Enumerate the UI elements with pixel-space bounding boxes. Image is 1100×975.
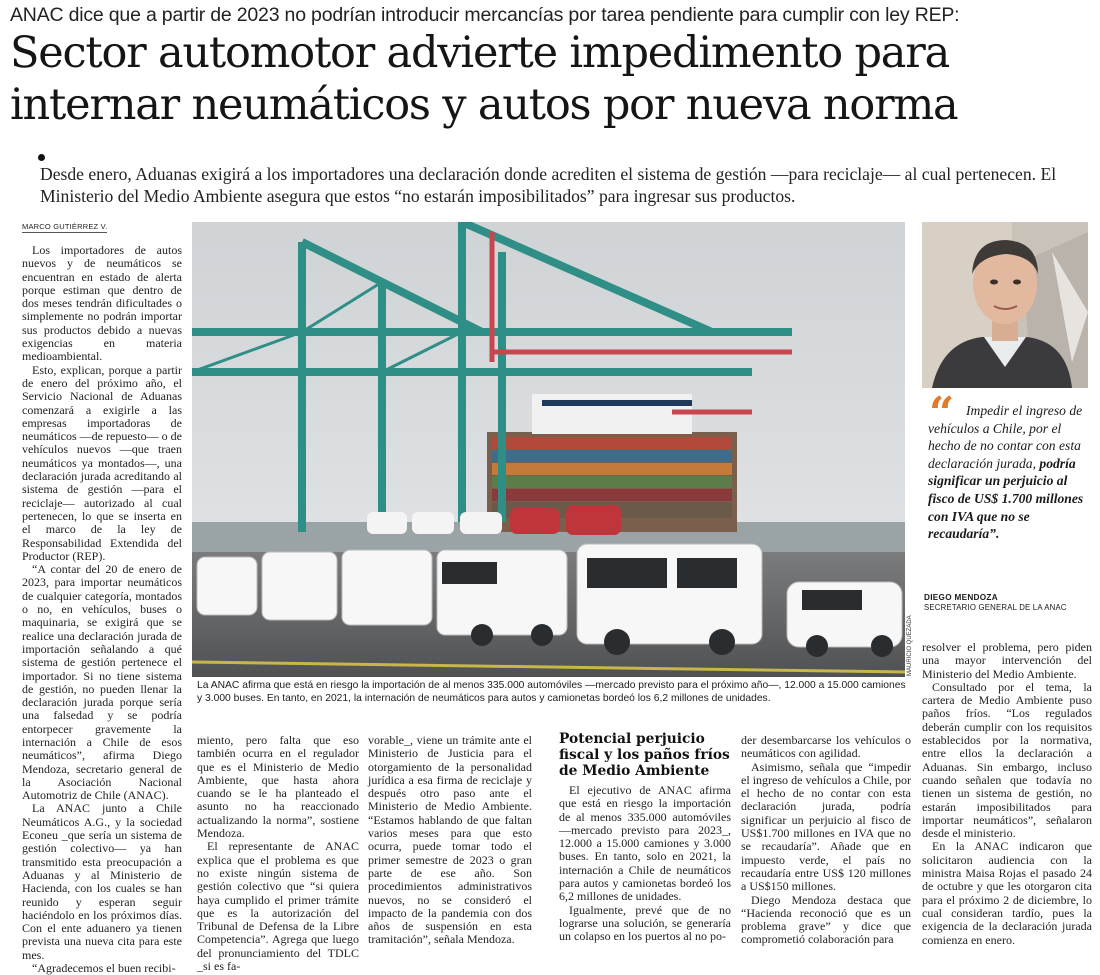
article-column-5 xyxy=(741,734,911,947)
article-column-4 xyxy=(559,784,731,944)
pull-quote xyxy=(928,402,1092,543)
photo-credit-text: MAURICIO QUEZADA xyxy=(907,615,913,676)
paragraph: “A contar del 20 de enero de 2023, para importar neumáticos de cualquier categoría, montados o no, en vehículos, buses o maquinaria, se exigirá que se realice una declaración jurada de importación señalando a qué sistema de gestión pertenece el importador. Si no tiene sistema de gestión, no pueden llenar la declaración jurada porque sería una falsedad y se podría entorpecer gravemente la internación a Chile de esos neumáticos”, afirma Diego Mendoza, secretario general de la Asociación Nacional Automotriz de Chile (ANAC). xyxy=(22,562,182,803)
paragraph: Los importadores de autos nuevos y de neumáticos se encuentran en estado de alerta porque estiman que dentro de dos meses tendrán dificultades o simplemente no podrán importar sus productos debido a nuevas exigencias en materia medioambiental. xyxy=(22,243,182,364)
photo-credit xyxy=(905,604,919,678)
subheading: Potencial perjuicio fiscal y los paños fríos de Medio Ambiente xyxy=(559,731,730,779)
paragraph: resolver el problema, pero piden una mayor intervención del Ministerio del Medio Ambiente. xyxy=(922,640,1092,681)
paragraph: Asimismo, señala que “impedir el ingreso de vehículos a Chile, por el hecho de no contar con esta declaración jurada, podría significar un perjuicio al fisco de US$1.700 millones en IVA que no se recaudaría”. Añade que en impuesto verde, el país no recaudaría entre US$ 120 millones a US$150 millones. xyxy=(741,759,911,894)
lead-paragraph: Desde enero, Aduanas exigirá a los importadores una declaración donde acrediten el sistema de gestión —para reciclaje— al cual pertenecen. El Ministerio del Medio Ambiente asegura que estos “no estarán imposibilitados” para ingresar sus productos. xyxy=(40,164,1057,206)
kicker: ANAC dice que a partir de 2023 no podrían introducir mercancías por tarea pendiente para cumplir con ley REP: xyxy=(10,4,960,26)
paragraph: En la ANAC indicaron que solicitaron audiencia con la ministra Maisa Rojas el pasado 24 de octubre y que les otorgaron cita para el próximo 2 de diciembre, lo cual consideran tardío, pues la exigencia de la declaración jurada comienza en enero. xyxy=(922,839,1092,947)
pull-quote-title: SECRETARIO GENERAL DE LA ANAC xyxy=(924,603,1067,612)
paragraph: Esto, explican, porque a partir de enero del próximo año, el Servicio Nacional de Aduanas comenzará a exigirle a las empresas importadoras de neumáticos —de repuesto— o de vehículos nuevos —que traen neumáticos ya montados—, una declaración jurada acreditando al sistema de gestión —para el reciclaje— autorizado al cual pertenecen, lo que se inserta en el marco de la ley de Responsabilidad Extendida del Productor (REP). xyxy=(22,362,182,563)
article-column-2 xyxy=(197,734,359,973)
port-cranes-photo xyxy=(192,222,905,677)
paragraph: Diego Mendoza destaca que “Hacienda reconoció que es un problema grave” y dice que comprometió colaboración para xyxy=(741,892,911,947)
paragraph: El representante de ANAC explica que el problema es que no existe ningún sistema de gestión colectivo que “si quiera haya cumplido el primer trámite que es la autorización del Tribunal de Defensa de la Libre Competencia”. Agrega que luego del pronunciamiento del TDLC _si es fa- xyxy=(197,839,359,974)
paragraph: Igualmente, prevé que de no lograrse una solución, se generaría un colapso en los puertos al no po- xyxy=(559,902,731,944)
pull-quote-italic: Impedir el ingreso de vehículos a Chile, por el hecho de no contar con esta declaración jurada, xyxy=(928,403,1083,471)
paragraph: miento, pero falta que eso también ocurra en el regulador que es el Ministerio de Medio Ambiente, que hasta ahora cuando se le ha planteado el asunto no ha reaccionado actualizando la norma”, sostiene Mendoza. xyxy=(197,733,359,841)
lead-bullet xyxy=(38,154,45,161)
article-column-3 xyxy=(368,734,532,947)
pull-quote-bold: podría significar un perjuicio al fisco de US$ 1.700 millones con IVA que no se recaudaría”. xyxy=(928,455,1084,542)
paragraph: El ejecutivo de ANAC afirma que está en riesgo la importación de al menos 335.000 automóviles —mercado previsto para 2023_, 12.000 a 15.000 camiones y 3.000 buses. En tanto, solo en 2021, la internación a Chile de neumáticos para autos y camionetas bordeó los 6,2 millones de unidades. xyxy=(559,783,731,904)
paragraph: Consultado por el tema, la cartera de Medio Ambiente puso paños fríos. “Los regulados deberán cumplir con los requisitos establecidos por la normativa, entre ellos la declaración a Aduanas. Sin embargo, incluso cuando señalen que todavía no tienen un sistema de gestión, no estarán imposibilitados para importar neumáticos”, señalaron desde el ministerio. xyxy=(922,679,1092,841)
paragraph: vorable_, viene un trámite ante el Ministerio de Justicia para el otorgamiento de la personalidad jurídica a esa firma de reciclaje y después otro paso ante el Ministerio de Medio Ambiente. “Estamos hablando de que faltan varios meses para que esto ocurra, puede tomar todo el primer semestre de 2023 o gran parte de ese año. Son procedimientos administrativos nuevos, no se consideró el impacto de la pandemia con dos años de suspensión en esta tramitación”, señala Mendoza. xyxy=(368,733,532,947)
headline: Sector automotor advierte impedimento para internar neumáticos y autos por nueva norma xyxy=(10,28,958,130)
article-column-6 xyxy=(922,641,1092,947)
article-column-1 xyxy=(22,244,182,975)
pull-quote-name: DIEGO MENDOZA xyxy=(924,593,998,602)
paragraph: der desembarcarse los vehículos o neumáticos con agilidad. xyxy=(741,733,911,761)
photo-caption: La ANAC afirma que está en riesgo la importación de al menos 335.000 automóviles —mercado previsto para el próximo año—, 12.000 a 15.000 camiones y 3.000 buses. En tanto, en 2021, la internación de neumáticos para autos y camionetas bordeó los 6,2 millones de unidades. xyxy=(197,680,906,704)
quote-mark-icon: “ xyxy=(929,388,955,439)
portrait-illustration xyxy=(922,222,1088,388)
paragraph: La ANAC junto a Chile Neumáticos A.G., y la sociedad Econeu _que sería un sistema de gestión colectivo— ya han transmitido esta preocupación a Aduanas y al Ministerio de Hacienda, con los cuales se han reunido y esperan seguir haciéndolo en los próximos días. Con el ente aduanero ya tienen prevista una nueva cita para este mes. xyxy=(22,801,182,962)
portrait-photo xyxy=(922,222,1088,388)
photo-illustration xyxy=(192,222,905,677)
paragraph: “Agradecemos el buen recibi- xyxy=(32,961,176,975)
byline: MARCO GUTIÉRREZ V. xyxy=(22,222,108,231)
